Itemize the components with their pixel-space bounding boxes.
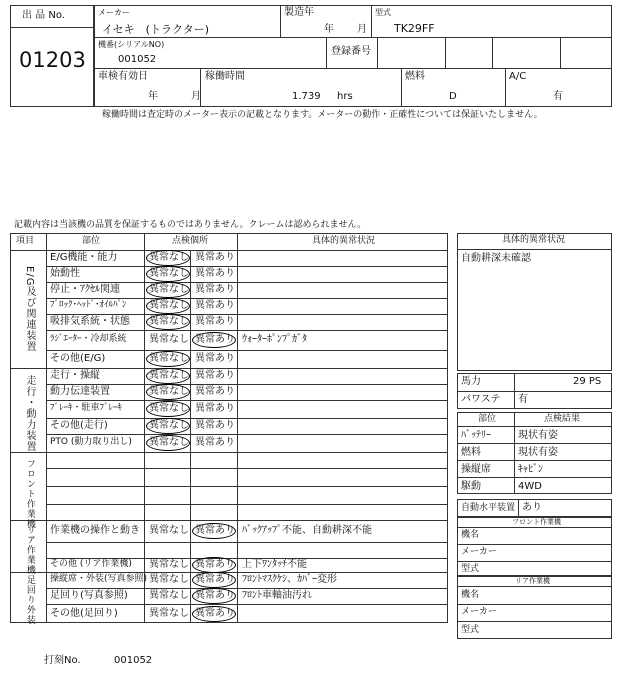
status-normal: 異常なし (149, 420, 189, 431)
table-header-check: 点検個所 (172, 236, 209, 246)
circle-normal-mark (146, 384, 190, 400)
reg-label: 登録番号 (331, 46, 371, 57)
circle-abnormal-mark (192, 557, 236, 573)
disclaimer: 記載内容は当該機の品質を保証するものではありません。クレームは認められません。 (14, 220, 367, 230)
power-value: 29 PS (573, 376, 602, 387)
inspect-label: 車検有効日 (98, 71, 148, 82)
row-detail: ﾌﾛﾝﾄﾏｽｸｹｼ、ｶﾊﾞｰ変形 (242, 574, 337, 585)
status-abnormal: 異常あり (195, 574, 235, 585)
circle-normal-mark (146, 351, 190, 367)
status-normal: 異常なし (149, 574, 189, 585)
status-abnormal: 異常あり (195, 559, 235, 570)
check-result-header: 点検結果 (544, 414, 581, 424)
circle-normal-mark (146, 298, 190, 314)
table-header-part: 部位 (82, 236, 101, 246)
circle-normal-mark (146, 282, 190, 298)
status-abnormal: 異常あり (195, 316, 235, 327)
stamp-value: 001052 (114, 655, 153, 666)
status-abnormal: 異常あり (195, 403, 235, 414)
status-abnormal: 異常あり (195, 268, 235, 279)
front-name-label: 機名 (461, 530, 480, 540)
check-part: ﾊﾞｯﾃﾘｰ (461, 430, 491, 441)
row-part: ﾌﾞﾛｯｸ･ﾍｯﾄﾞ･ｵｲﾙﾊﾟﾝ (50, 300, 127, 310)
status-normal: 異常なし (149, 268, 189, 279)
inspect-year-unit: 年 (148, 91, 158, 102)
status-normal: 異常なし (149, 370, 189, 381)
serial-value: 001052 (118, 54, 157, 65)
row-detail: ﾌﾛﾝﾄ車軸油汚れ (242, 590, 312, 601)
circle-normal-mark (146, 418, 190, 434)
front-work-label: フロント作業機 (512, 518, 561, 526)
circle-normal-mark (146, 401, 190, 417)
hours-note: 稼働時間は査定時のメーター表示の記載となります。メーターの動作・正確性については保証いたしません。 (102, 110, 543, 120)
circle-abnormal-mark (192, 523, 236, 539)
row-part: 停止・ｱｸｾﾙ関連 (50, 284, 120, 295)
front-maker-label: メーカー (461, 547, 497, 557)
circle-abnormal-mark (192, 572, 236, 588)
circle-abnormal-mark (192, 332, 236, 348)
item-no: 01203 (19, 48, 86, 72)
check-part: 駆動 (461, 481, 481, 492)
status-abnormal: 異常あり (195, 284, 235, 295)
row-part: ﾌﾞﾚｰｷ・駐車ﾌﾞﾚｰｷ (50, 403, 123, 413)
status-abnormal: 異常あり (195, 437, 235, 448)
status-normal: 異常なし (149, 300, 189, 311)
status-abnormal: 異常あり (195, 334, 235, 345)
rear-model-label: 型式 (461, 625, 480, 635)
status-normal: 異常なし (149, 334, 189, 345)
status-abnormal: 異常あり (195, 370, 235, 381)
status-abnormal: 異常あり (195, 300, 235, 311)
status-normal: 異常なし (149, 252, 189, 263)
ps-value: 有 (518, 394, 528, 405)
status-normal: 異常なし (149, 353, 189, 364)
ac-label: A/C (509, 71, 527, 82)
row-detail: 上下ﾜﾝﾀｯﾁ不能 (242, 559, 307, 570)
status-abnormal: 異常あり (195, 590, 235, 601)
check-part: 燃料 (461, 447, 481, 458)
table-header-detail: 具体的異常状況 (312, 236, 376, 246)
circle-normal-mark (146, 266, 190, 282)
inspect-month-unit: 月 (191, 91, 201, 102)
status-abnormal: 異常あり (195, 386, 235, 397)
group-front: フロント作業機 (24, 459, 35, 529)
status-normal: 異常なし (149, 284, 189, 295)
row-part: 走行・操縦 (50, 370, 100, 381)
item-no-label: 出 品 No. (22, 10, 65, 21)
circle-normal-mark (146, 435, 190, 451)
status-normal: 異常なし (149, 590, 189, 601)
right-detail-text: 自動耕深未確認 (461, 253, 531, 264)
status-abnormal: 異常あり (195, 353, 235, 364)
maker-label: メーカー (98, 8, 130, 17)
circle-normal-mark (146, 250, 190, 266)
hours-unit: hrs (337, 91, 353, 102)
row-part: その他(足回り) (50, 607, 118, 619)
check-result: ｷｬﾋﾞﾝ (518, 464, 543, 475)
row-part: その他(走行) (50, 420, 108, 431)
row-part: その他(E/G) (50, 353, 106, 364)
front-model-label: 型式 (461, 564, 480, 574)
hours-label: 稼働時間 (205, 71, 245, 82)
table-header-item: 項目 (16, 236, 35, 246)
status-abnormal: 異常あり (195, 252, 235, 263)
group-rear: リア作業機 (24, 525, 35, 575)
row-part: E/G機能・能力 (50, 252, 118, 263)
group-foot: 足回り外装 (24, 575, 35, 625)
serial-label: 機番(シリアルNO) (98, 40, 165, 49)
right-detail-header: 具体的異常状況 (502, 235, 566, 245)
ps-label: パワステ (461, 394, 501, 405)
rear-name-label: 機名 (461, 590, 480, 600)
model-label: 型式 (375, 8, 391, 17)
status-normal: 異常なし (149, 316, 189, 327)
row-part: 操縦席・外装(写真参照) (50, 574, 148, 584)
group-travel: 走行・動力装置 (24, 375, 35, 452)
auto-level-value: あり (522, 502, 542, 513)
rear-maker-label: メーカー (461, 607, 497, 617)
fuel-label: 燃料 (405, 71, 425, 82)
auto-level-label: 自動水平装置 (461, 503, 516, 513)
row-detail: ｳｫｰﾀｰﾎﾟﾝﾌﾟｶﾞﾀ (242, 334, 307, 345)
row-part: 始動性 (50, 268, 80, 279)
status-abnormal: 異常あり (195, 607, 235, 619)
group-engine: E/G及び関連装置 (24, 266, 35, 353)
status-normal: 異常なし (149, 559, 189, 570)
year-label: 製造年 (284, 7, 314, 18)
year-unit-year: 年 (324, 24, 334, 35)
power-label: 馬力 (461, 376, 481, 387)
row-part: 足回り(写真参照) (50, 590, 128, 601)
row-detail: ﾊﾞｯｸｱｯﾌﾟ不能、自動耕深不能 (242, 525, 372, 536)
circle-abnormal-mark (192, 588, 236, 604)
row-part: 動力伝達装置 (50, 386, 110, 397)
maker-value: イセキ (トラクター) (102, 23, 210, 36)
row-part: ﾗｼﾞｴｰﾀｰ・冷却系統 (50, 334, 127, 344)
circle-abnormal-mark (192, 606, 236, 622)
status-normal: 異常なし (149, 403, 189, 414)
circle-normal-mark (146, 314, 190, 330)
row-part: その他 (リア作業機) (50, 559, 132, 569)
status-abnormal: 異常あり (195, 525, 235, 536)
stamp-label: 打刻No. (44, 655, 81, 666)
status-normal: 異常なし (149, 607, 189, 619)
row-part: 吸排気系統・状態 (50, 316, 130, 327)
ac-value: 有 (553, 91, 563, 102)
fuel-value: D (449, 91, 457, 102)
status-abnormal: 異常あり (195, 420, 235, 431)
check-part-header: 部位 (478, 414, 497, 424)
year-unit-month: 月 (357, 24, 367, 35)
status-normal: 異常なし (149, 525, 189, 536)
row-part: PTO (動力取り出し) (50, 437, 132, 447)
circle-normal-mark (146, 368, 190, 384)
check-result: 4WD (518, 481, 542, 492)
rear-work-label: リア作業機 (515, 577, 550, 585)
check-result: 現状有姿 (518, 447, 558, 458)
row-part: 作業機の操作と動き (50, 525, 140, 536)
model-value: TK29FF (394, 22, 435, 35)
status-normal: 異常なし (149, 437, 189, 448)
check-part: 操縦席 (461, 464, 491, 475)
hours-value: 1.739 (292, 91, 321, 102)
status-normal: 異常なし (149, 386, 189, 397)
check-result: 現状有姿 (518, 430, 558, 441)
